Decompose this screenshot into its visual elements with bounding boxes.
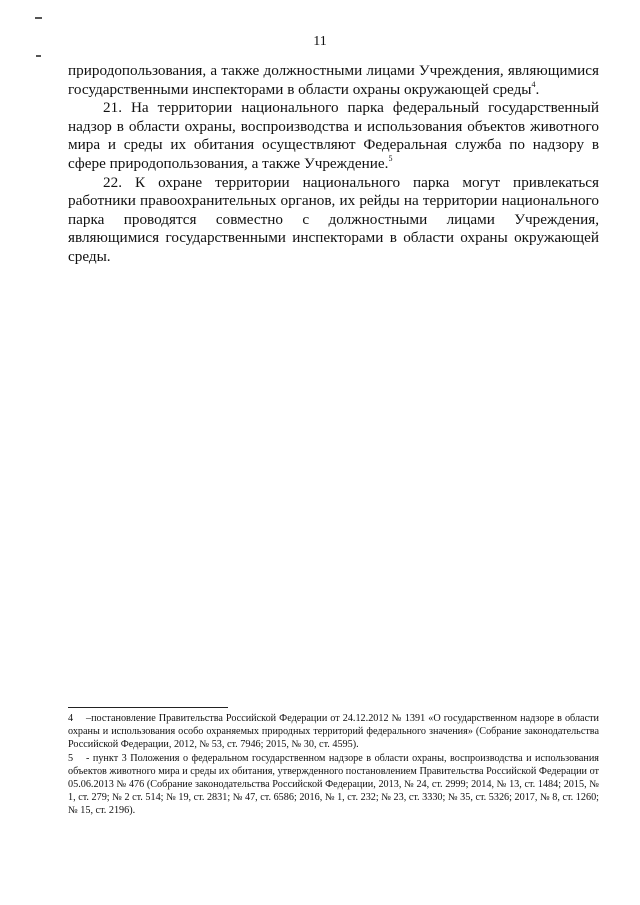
footnote-separator	[68, 707, 228, 708]
paragraph-text: 22. К охране территории национального парка могут привлекаться работники правоохранительных органов, их рейды на территории национального парка проводятся совместно с должностными лицами Учреждения, являющимися государственными инспекторами в области охраны окружающей среды.	[68, 173, 599, 265]
page-number: 11	[313, 34, 327, 49]
footnote-text: –постановление Правительства Российской Федерации от 24.12.2012 № 1391 «О государственном надзоре в области охраны и использования особо охраняемых природных территорий федерального значения» (Собрание законодательства Российской Федерации, 2012, № 53, ст. 7946; 2015, № 30, ст. 4595).	[68, 713, 599, 751]
footnote-5	[68, 752, 599, 818]
scan-artifact-mark	[36, 55, 41, 57]
footnote-number: 4	[68, 713, 74, 724]
paragraph-tail: .	[535, 80, 540, 98]
footnote-reference-5[interactable]: 5	[388, 153, 393, 163]
paragraph-text: природопользования, а также должностными лицами Учреждения, являющимися государственными инспекторами в области охраны окружающей среды	[68, 62, 599, 98]
footnote-text: - пункт 3 Положения о федеральном государственном надзоре в области охраны, воспроизводства и использования объектов животного мира и среды их обитания, утвержденного постановлением Правительства Российской Федерации от 05.06.2013 № 476 (Собрание законодательства Российской Федерации, 2013, № 24, ст. 2999; 2014, № 13, ст. 1484; 2015, № 1, ст. 279; № 2 ст. 514; № 19, ст. 2831; № 47, ст. 6586; 2016, № 1, ст. 232; № 23, ст. 3330; № 35, ст. 5326; 2017, № 8, ст. 1260; № 15, ст. 2196).	[68, 752, 599, 817]
scan-artifact-mark	[35, 17, 42, 19]
paragraph-21	[68, 99, 599, 173]
footnotes-section	[68, 712, 599, 818]
footnote-reference-4[interactable]: 4	[531, 79, 536, 89]
paragraph-text: 21. На территории национального парка федеральный государственный надзор в области охраны, воспроизводства и использования объектов животного мира и среды их обитания осуществляют Федеральная служба по надзору в сфере природопользования, а также Учреждение.	[68, 99, 599, 172]
footnote-number: 5	[68, 752, 74, 764]
paragraph-22	[68, 174, 599, 267]
paragraph-continuation	[68, 62, 599, 99]
document-body	[68, 62, 599, 267]
footnote-4	[68, 712, 599, 752]
